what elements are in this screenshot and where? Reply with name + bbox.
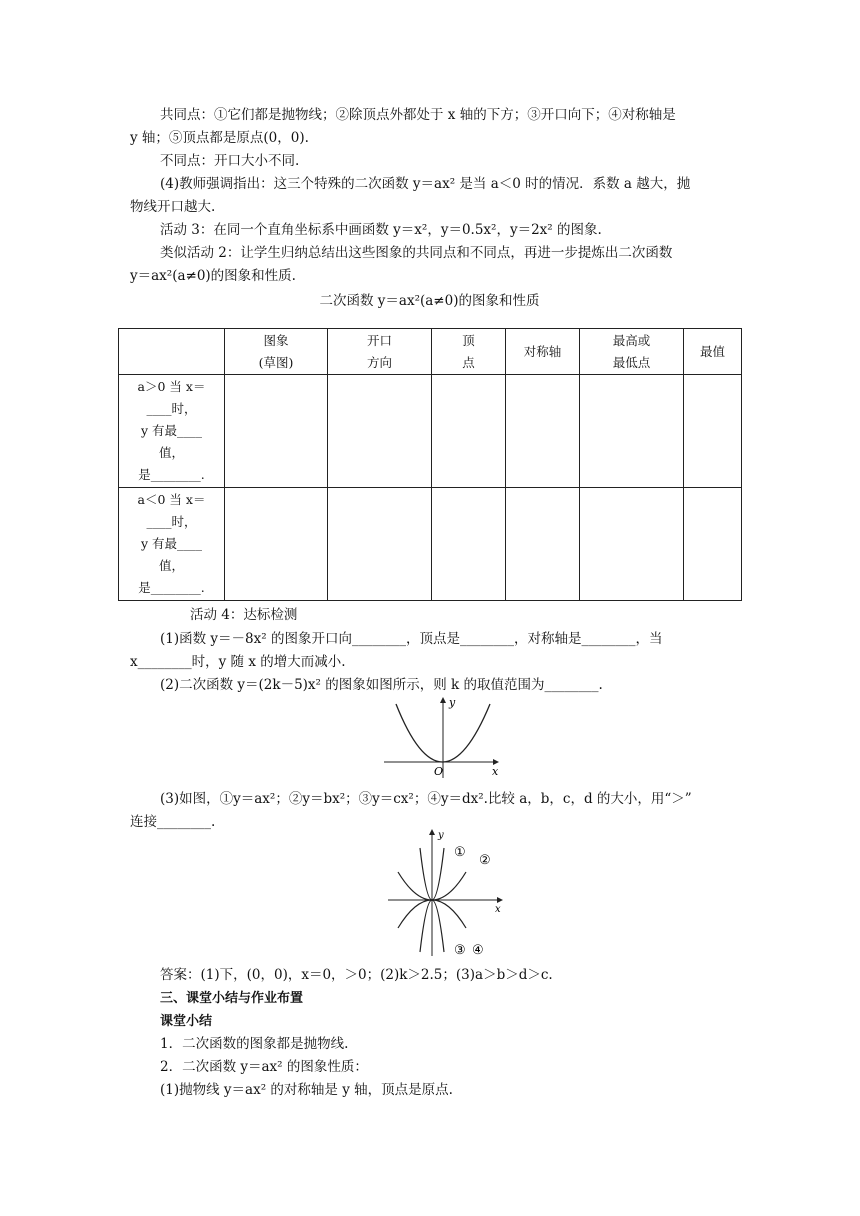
table-cell [225,375,328,488]
question-2: (2)二次函数 y＝(2k－5)x² 的图象如图所示，则 k 的取值范围为________. [160,677,603,693]
table-cell [506,375,580,488]
question-3: (3)如图，①y＝ax²；②y＝bx²；③y＝cx²；④y＝dx².比较 a，b，c，d 的大小，用“＞” [160,791,692,807]
y-axis-label: y [449,696,456,709]
curve-label-2: ② [479,853,491,868]
figure-upward-parabola [380,692,510,782]
curve-label-4: ④ [472,943,484,958]
table-cell [684,488,742,601]
table-cell [684,375,742,488]
paragraph-similar-activity2: 类似活动 2：让学生归纳总结出这些图象的共同点和不同点，再进一步提炼出二次函数 [160,245,673,261]
table-title: 二次函数 y＝ax²(a≠0)的图象和性质 [319,293,540,309]
paragraph-common-points: 共同点：①它们都是抛物线；②除顶点外都处于 x 轴的下方；③开口向下；④对称轴是 [160,107,676,123]
header-extreme-value: 最值 [684,329,742,375]
table-cell [328,375,432,488]
question-1: (1)函数 y＝－8x² 的图象开口向________，顶点是________，对称轴是________，当 [160,631,663,647]
table-header-row [119,329,742,375]
row-label-a-positive: a＞0 当 x＝ ____时， y 有最____ 值， 是________. [119,375,225,488]
table-cell [580,375,684,488]
summary-subheading: 课堂小结 [160,1014,213,1029]
paragraph-activity3: 活动 3：在同一个直角坐标系中画函数 y＝x²，y＝0.5x²，y＝2x² 的图象. [160,222,602,238]
paragraph-teacher-note-cont: 物线开口越大. [130,199,216,215]
curve-label-1: ① [454,845,466,860]
summary-item-1: 1．二次函数的图象都是抛物线. [160,1036,349,1052]
header-graph: 图象 (草图) [225,329,328,375]
table-row [119,375,742,488]
question-3-cont: 连接________. [130,814,216,830]
figure-four-parabolas [384,826,510,960]
x-axis-label: x [492,765,499,778]
paragraph-differences: 不同点：开口大小不同. [160,153,300,169]
curve-label-3: ③ [454,943,466,958]
table-cell [328,488,432,601]
header-extreme-point: 最高或 最低点 [580,329,684,375]
paragraph-teacher-note: (4)教师强调指出：这三个特殊的二次函数 y＝ax² 是当 a＜0 时的情况．系数 a 越大，抛 [160,176,691,192]
origin-label: O [434,765,444,778]
table-row [119,488,742,601]
y-axis-label: y [438,830,444,841]
table-cell [432,488,506,601]
header-vertex: 顶 点 [432,329,506,375]
table-cell [580,488,684,601]
header-opening: 开口 方向 [328,329,432,375]
table-cell [225,488,328,601]
answer-line: 答案：(1)下，(0，0)，x＝0，＞0；(2)k＞2.5；(3)a＞b＞d＞c. [160,967,553,983]
table-cell [506,488,580,601]
summary-item-3: (1)抛物线 y＝ax² 的对称轴是 y 轴，顶点是原点. [160,1082,453,1098]
paragraph-common-points-cont: y 轴；⑤顶点都是原点(0，0). [130,130,309,146]
x-axis-label: x [495,904,501,915]
question-1-cont: x________时，y 随 x 的增大而减小. [130,654,346,670]
section-heading: 三、课堂小结与作业布置 [160,991,304,1006]
activity4-title: 活动 4：达标检测 [190,607,298,623]
properties-table [118,328,742,601]
summary-item-2: 2．二次函数 y＝ax² 的图象性质： [160,1059,368,1075]
row-label-a-negative: a＜0 当 x＝ ____时， y 有最____ 值， 是________. [119,488,225,601]
table-cell [432,375,506,488]
paragraph-similar-activity2-cont: y＝ax²(a≠0)的图象和性质. [130,268,296,284]
header-empty [119,329,225,375]
header-axis: 对称轴 [506,329,580,375]
